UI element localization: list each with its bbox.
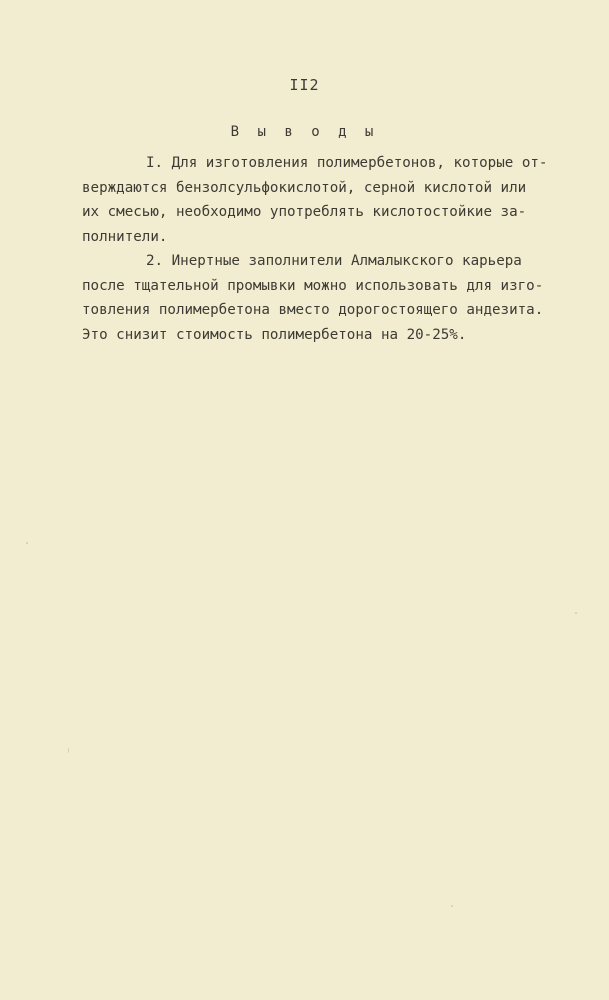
paragraph-line: I. Для изготовления полимербетонов, которые от- [146,155,548,171]
paper-speck [68,748,69,753]
paper-speck [26,542,28,544]
paper-speck [451,905,453,907]
paragraph-line: полнители. [82,229,168,245]
section-title: В ы в о д ы [230,124,379,140]
paper-speck [575,612,577,614]
paragraph-line: товления полимербетона вместо дорогостоящего андезита. [82,302,544,318]
paragraph-line: верждаются бензолсульфокислотой, серной кислотой или [82,180,527,196]
paragraph-line: после тщательной промывки можно использовать для изго- [82,278,544,294]
page-number: II2 [289,76,320,94]
paragraph-line: Это снизит стоимость полимербетона на 20-25%. [82,327,467,343]
paragraph-line: их смесью, необходимо употреблять кислотостойкие за- [82,204,527,220]
paragraph-line: 2. Инертные заполнители Алмалыкского карьера [146,253,522,269]
